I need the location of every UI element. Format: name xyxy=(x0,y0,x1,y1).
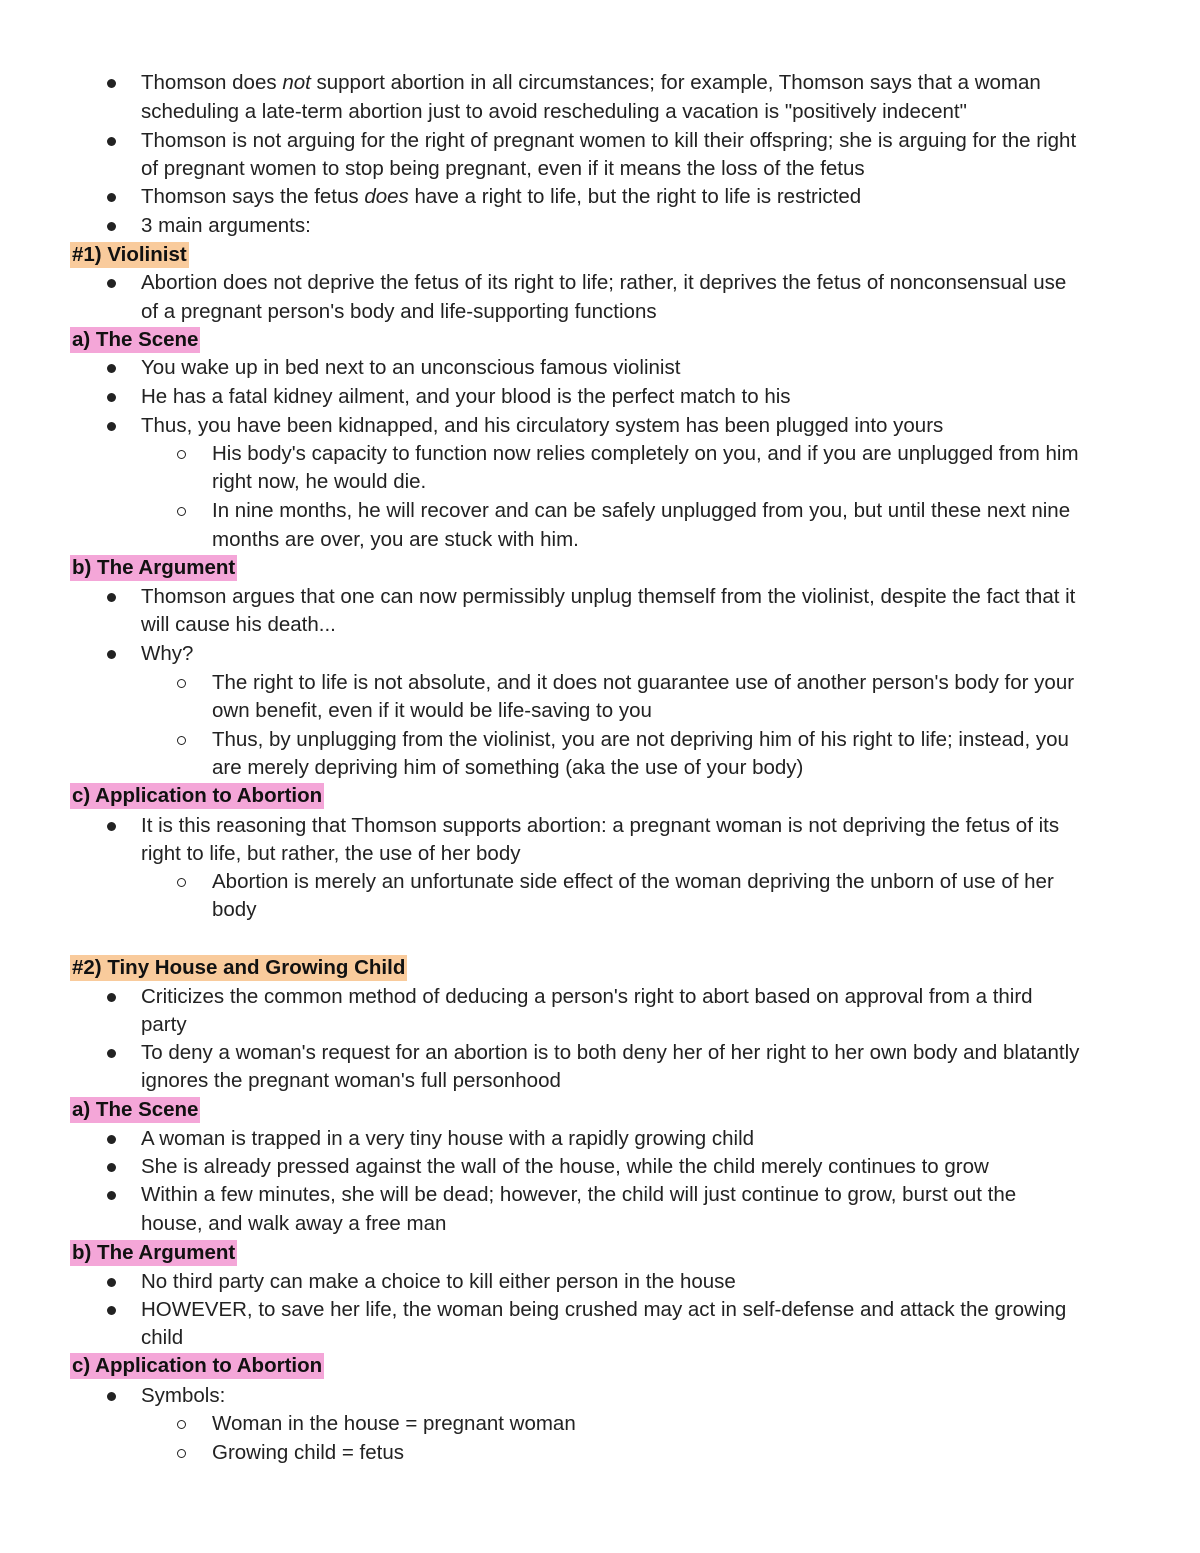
heading-violinist-scene: a) The Scene xyxy=(72,328,199,351)
intro-bullet-1-cont: scheduling a late-term abortion just to avoid rescheduling a vacation is "positively indecent" xyxy=(141,100,967,123)
sub-bullet-icon xyxy=(177,878,186,887)
intro-bullet-2-cont: of pregnant women to stop being pregnant, even if it means the loss of the fetus xyxy=(141,157,865,180)
heading-tiny-house-argument: b) The Argument xyxy=(72,1241,236,1264)
violinist-app-bullet-1-cont: right to life, but rather, the use of her body xyxy=(141,842,521,865)
bullet-icon xyxy=(107,222,116,231)
violinist-scene-bullet-1: You wake up in bed next to an unconscious famous violinist xyxy=(141,356,681,379)
heading-violinist-application: c) Application to Abortion xyxy=(72,784,323,807)
intro-bullet-3: Thomson says the fetus does have a right to life, but the right to life is restricted xyxy=(141,185,862,208)
violinist-app-sub-1-cont: body xyxy=(212,898,257,921)
violinist-app-bullet-1: It is this reasoning that Thomson supports abortion: a pregnant woman is not depriving the fetus of its xyxy=(141,814,1060,837)
bullet-icon xyxy=(107,193,116,202)
sub-bullet-icon xyxy=(177,1420,186,1429)
bullet-icon xyxy=(107,822,116,831)
violinist-arg-bullet-2: Why? xyxy=(141,642,194,665)
intro-bullet-2: Thomson is not arguing for the right of pregnant women to kill their offspring; she is arguing for the right xyxy=(141,129,1077,152)
tiny-house-app-sub-1: Woman in the house = pregnant woman xyxy=(212,1412,576,1435)
bullet-icon xyxy=(107,1392,116,1401)
bullet-icon xyxy=(107,1163,116,1172)
tiny-house-bullet-1-cont: party xyxy=(141,1013,187,1036)
bullet-icon xyxy=(107,364,116,373)
tiny-house-scene-bullet-2: She is already pressed against the wall of the house, while the child merely continues to grow xyxy=(141,1155,989,1178)
violinist-scene-bullet-3: Thus, you have been kidnapped, and his circulatory system has been plugged into yours xyxy=(141,414,944,437)
bullet-icon xyxy=(107,393,116,402)
bullet-icon xyxy=(107,279,116,288)
sub-bullet-icon xyxy=(177,1449,186,1458)
bullet-icon xyxy=(107,1191,116,1200)
violinist-arg-sub-1: The right to life is not absolute, and it does not guarantee use of another person's body for your xyxy=(212,671,1075,694)
tiny-house-arg-bullet-1: No third party can make a choice to kill either person in the house xyxy=(141,1270,736,1293)
tiny-house-scene-bullet-1: A woman is trapped in a very tiny house with a rapidly growing child xyxy=(141,1127,755,1150)
violinist-bullet-1: Abortion does not deprive the fetus of its right to life; rather, it deprives the fetus of nonconsensual use xyxy=(141,271,1067,294)
bullet-icon xyxy=(107,1306,116,1315)
bullet-icon xyxy=(107,993,116,1002)
violinist-arg-bullet-1-cont: will cause his death... xyxy=(141,613,336,636)
intro-bullet-4: 3 main arguments: xyxy=(141,214,311,237)
heading-violinist: #1) Violinist xyxy=(72,243,187,266)
tiny-house-bullet-2: To deny a woman's request for an abortion is to both deny her of her right to her own body and blatantly xyxy=(141,1041,1080,1064)
tiny-house-scene-bullet-3-cont: house, and walk away a free man xyxy=(141,1212,447,1235)
violinist-scene-sub-2-cont: months are over, you are stuck with him. xyxy=(212,528,579,551)
violinist-scene-sub-1: His body's capacity to function now relies completely on you, and if you are unplugged from him xyxy=(212,442,1079,465)
bullet-icon xyxy=(107,1278,116,1287)
heading-tiny-house-application: c) Application to Abortion xyxy=(72,1354,323,1377)
tiny-house-app-bullet-1: Symbols: xyxy=(141,1384,226,1407)
sub-bullet-icon xyxy=(177,450,186,459)
violinist-arg-sub-1-cont: own benefit, even if it would be life-saving to you xyxy=(212,699,652,722)
bullet-icon xyxy=(107,422,116,431)
violinist-arg-sub-2-cont: are merely depriving him of something (aka the use of your body) xyxy=(212,756,804,779)
bullet-icon xyxy=(107,1135,116,1144)
tiny-house-arg-bullet-2: HOWEVER, to save her life, the woman being crushed may act in self-defense and attack the growing xyxy=(141,1298,1067,1321)
bullet-icon xyxy=(107,650,116,659)
bullet-icon xyxy=(107,593,116,602)
heading-violinist-argument: b) The Argument xyxy=(72,556,236,579)
heading-tiny-house: #2) Tiny House and Growing Child xyxy=(72,956,406,979)
bullet-icon xyxy=(107,79,116,88)
violinist-bullet-1-cont: of a pregnant person's body and life-supporting functions xyxy=(141,300,657,323)
violinist-arg-sub-2: Thus, by unplugging from the violinist, you are not depriving him of his right to life; instead, you xyxy=(212,728,1069,751)
tiny-house-bullet-2-cont: ignores the pregnant woman's full personhood xyxy=(141,1069,561,1092)
sub-bullet-icon xyxy=(177,679,186,688)
violinist-arg-bullet-1: Thomson argues that one can now permissibly unplug themself from the violinist, despite the fact that it xyxy=(141,585,1076,608)
bullet-icon xyxy=(107,137,116,146)
violinist-scene-sub-2: In nine months, he will recover and can be safely unplugged from you, but until these next nine xyxy=(212,499,1071,522)
intro-bullet-1: Thomson does not support abortion in all circumstances; for example, Thomson says that a woman xyxy=(141,71,1041,94)
tiny-house-bullet-1: Criticizes the common method of deducing a person's right to abort based on approval from a third xyxy=(141,985,1033,1008)
tiny-house-arg-bullet-2-cont: child xyxy=(141,1326,184,1349)
sub-bullet-icon xyxy=(177,507,186,516)
tiny-house-app-sub-2: Growing child = fetus xyxy=(212,1441,404,1464)
sub-bullet-icon xyxy=(177,736,186,745)
heading-tiny-house-scene: a) The Scene xyxy=(72,1098,199,1121)
tiny-house-scene-bullet-3: Within a few minutes, she will be dead; however, the child will just continue to grow, burst out the xyxy=(141,1183,1017,1206)
violinist-scene-sub-1-cont: right now, he would die. xyxy=(212,470,427,493)
bullet-icon xyxy=(107,1049,116,1058)
violinist-app-sub-1: Abortion is merely an unfortunate side effect of the woman depriving the unborn of use of her xyxy=(212,870,1054,893)
violinist-scene-bullet-2: He has a fatal kidney ailment, and your blood is the perfect match to his xyxy=(141,385,791,408)
